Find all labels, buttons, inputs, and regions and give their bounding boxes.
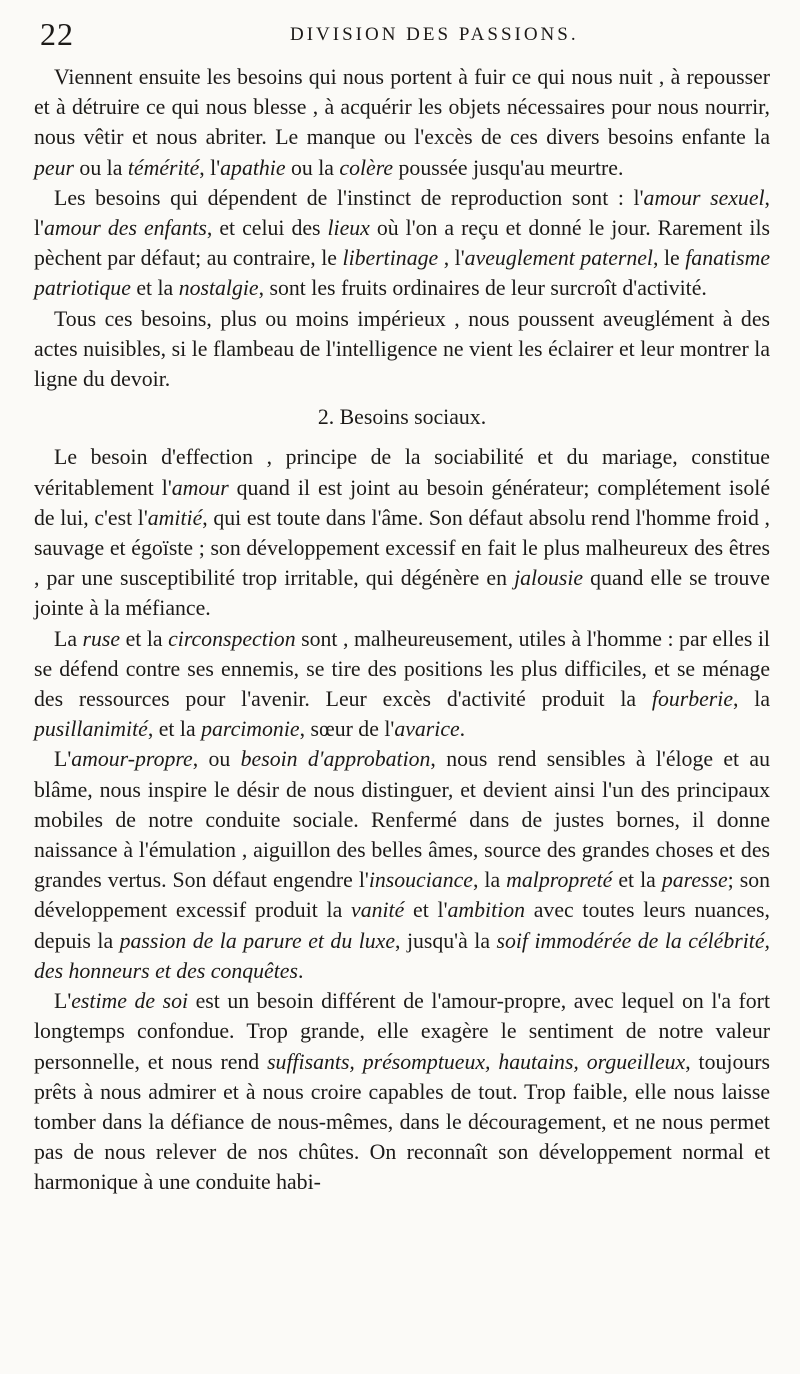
paragraph: Viennent ensuite les besoins qui nous portent à fuir ce qui nous nuit , à repousser et à détruire ce qui nous blesse , à acquérir les objets nécessaires pour nous nourrir, nous vêtir et nous abriter. Le manque ou l'excès de ces divers besoins enfante la peur ou la témérité, l'apathie ou la colère poussée jusqu'au meurtre. <box>34 65 770 180</box>
body-text <box>34 62 770 1198</box>
paragraph: La ruse et la circonspection sont , malheureusement, utiles à l'homme : par elles il se défend contre ses ennemis, se tire des positions les plus difficiles, et se ménage des ressources pour l'avenir. Leur excès d'activité produit la fourberie, la pusillanimité, et la parcimonie, sœur de l'avarice. <box>34 626 770 742</box>
page-header <box>40 16 768 56</box>
running-head: DIVISION DES PASSIONS. <box>290 24 579 45</box>
paragraph: Tous ces besoins, plus ou moins impérieux , nous poussent aveuglément à des actes nuisibles, si le flambeau de l'intelligence ne vient les éclairer et leur montrer la ligne du devoir. <box>34 306 770 392</box>
paragraph: Les besoins qui dépendent de l'instinct de reproduction sont : l'amour sexuel, l'amour des enfants, et celui des lieux où l'on a reçu et donné le jour. Rarement ils pèchent par défaut; au contraire, le libertinage , l'aveuglement paternel, le fanatisme patriotique et la nostalgie, sont les fruits ordinaires de leur surcroît d'activité. <box>34 185 771 301</box>
paragraph: L'estime de soi est un besoin différent de l'amour-propre, avec lequel on l'a fort longtemps confondue. Trop grande, elle exagère le sentiment de notre valeur personnelle, et nous rend suffisants, présomptueux, hautains, orgueilleux, toujours prêts à nous admirer et à nous croire capables de tout. Trop faible, elle nous laisse tomber dans la défiance de nous-mêmes, dans le découragement, et ne nous permet pas de nous relever de nos chûtes. On reconnaît son développement normal et harmonique à une conduite habi- <box>34 989 770 1195</box>
page-number: 22 <box>40 16 74 52</box>
section-heading: 2. Besoins sociaux. <box>317 405 487 430</box>
paragraph: Le besoin d'effection , principe de la sociabilité et du mariage, constitue véritablement l'amour quand il est joint au besoin générateur; complétement isolé de lui, c'est l'amitié, qui est toute dans l'âme. Son défaut absolu rend l'homme froid , sauvage et égoïste ; son développement excessif en fait le plus malheureux des êtres , par une susceptibilité trop irritable, qui dégénère en jalousie quand elle se trouve jointe à la méfiance. <box>34 445 770 621</box>
paragraph: L'amour-propre, ou besoin d'approbation, nous rend sensibles à l'éloge et au blâme, nous inspire le désir de nous distinguer, et devient ainsi l'un des principaux mobiles de notre conduite sociale. Renfermé dans de justes bornes, il donne naissance à l'émulation , aiguillon des belles âmes, source des grandes choses et des grandes vertus. Son défaut engendre l'insouciance, la malpropreté et la paresse; son développement excessif produit la vanité et l'ambition avec toutes leurs nuances, depuis la passion de la parure et du luxe, jusqu'à la soif immodérée de la célébrité, des honneurs et des conquêtes. <box>34 747 770 983</box>
